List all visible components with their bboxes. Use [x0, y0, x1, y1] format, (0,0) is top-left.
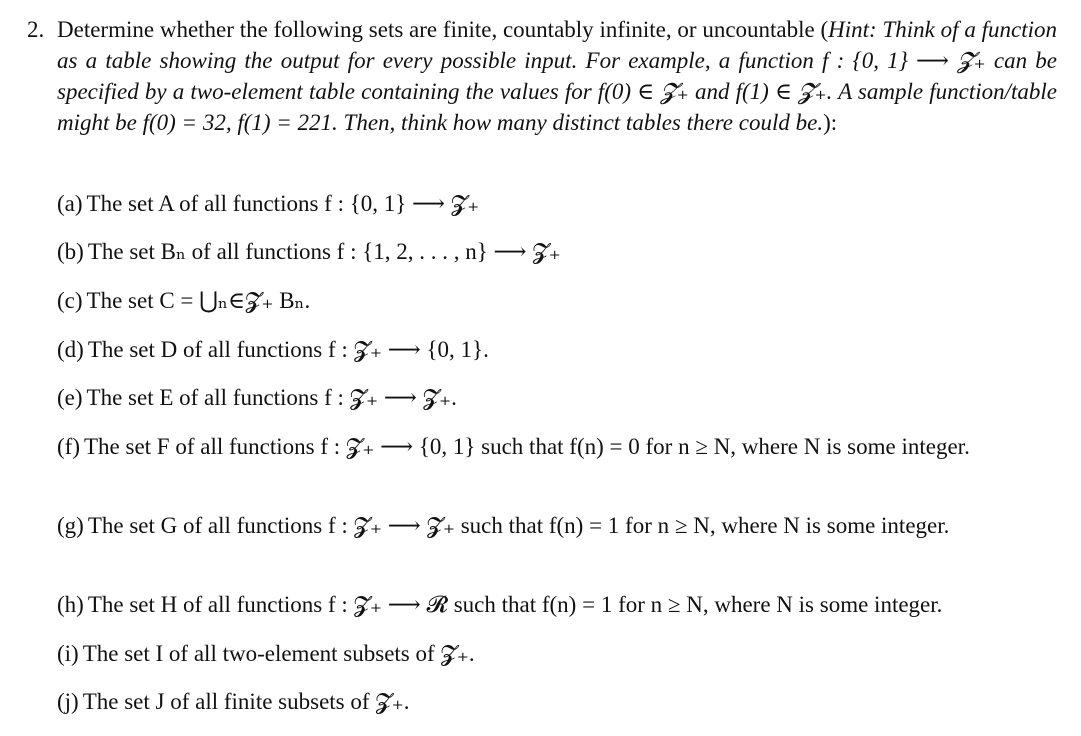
problem-text — [57, 14, 1057, 138]
part-e — [57, 382, 1049, 413]
part-label: (d) — [57, 337, 84, 362]
part-h — [57, 589, 1049, 620]
problem-statement — [27, 14, 1057, 138]
part-text: The set Bₙ of all functions f : {1, 2, . . . , n} ⟶ 𝓩₊ — [87, 239, 561, 264]
part-text: The set G of all functions f : 𝓩₊ ⟶ 𝓩₊ such that f(n) = 1 for n ≥ N, where N is some integer. — [87, 513, 950, 538]
part-text: The set I of all two-element subsets of 𝓩₊. — [82, 641, 475, 666]
part-a — [57, 188, 1049, 219]
part-label: (c) — [57, 288, 83, 313]
part-label: (f) — [57, 434, 80, 459]
problem-header — [27, 14, 1057, 138]
part-i — [57, 638, 1049, 669]
part-label: (i) — [57, 641, 79, 666]
part-label: (a) — [57, 191, 83, 216]
part-label: (e) — [57, 385, 83, 410]
part-d — [57, 334, 1049, 365]
part-label: (b) — [57, 239, 84, 264]
problem-number: 2. — [27, 17, 45, 42]
part-text: The set D of all functions f : 𝓩₊ ⟶ {0, 1}. — [87, 337, 489, 362]
part-text: The set F of all functions f : 𝓩₊ ⟶ {0, 1} such that f(n) = 0 for n ≥ N, where N is some integer. — [83, 434, 970, 459]
problem-intro: Determine whether the following sets are finite, countably infinite, or uncountable ( — [57, 17, 829, 42]
part-text: The set A of all functions f : {0, 1} ⟶ 𝓩₊ — [86, 191, 480, 216]
part-g — [57, 510, 1049, 541]
part-text: The set J of all finite subsets of 𝓩₊. — [82, 689, 410, 714]
part-label: (h) — [57, 592, 84, 617]
part-text: The set H of all functions f : 𝓩₊ ⟶ 𝓡 such that f(n) = 1 for n ≥ N, where N is some integer. — [87, 592, 943, 617]
part-c — [57, 285, 1049, 316]
part-b — [57, 236, 1049, 267]
part-f — [57, 431, 1049, 462]
part-label: (g) — [57, 513, 84, 538]
problem-closing: ): — [823, 110, 838, 135]
problem-hint: Hint: Think of a function as a table showing the output for every possible input. For example, a function f : {0, 1} ⟶ 𝓩₊ can be specified by a two-element table containing the values for f(0) ∈ 𝓩₊ and f(1) ∈ 𝓩₊. A sample function/table might be f(0) = 32, f(1) = 221. Then, think how many distinct tables there could be. — [57, 17, 1057, 135]
part-text: The set E of all functions f : 𝓩₊ ⟶ 𝓩₊. — [86, 385, 457, 410]
part-j — [57, 686, 1049, 717]
part-text: The set C = ⋃ₙ∈𝓩₊ Bₙ. — [86, 288, 311, 313]
part-label: (j) — [57, 689, 79, 714]
